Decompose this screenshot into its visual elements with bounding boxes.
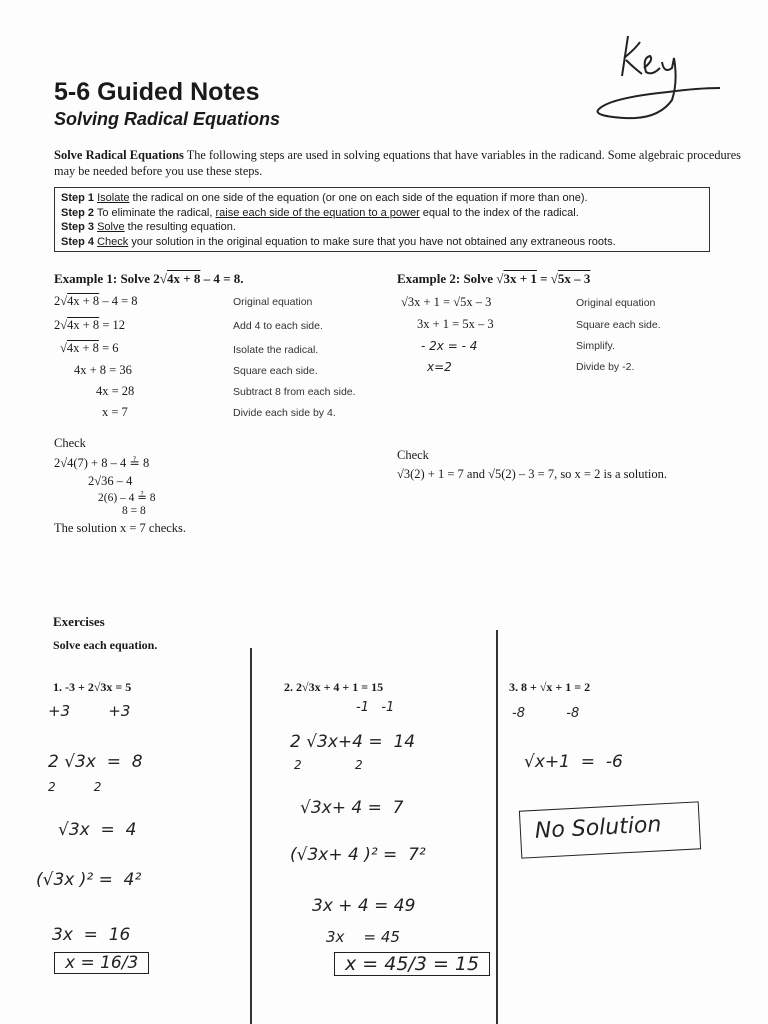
- ex2-check-label: Check: [397, 448, 429, 462]
- intro-paragraph: [54, 147, 744, 179]
- ex1-note-4: Square each side.: [233, 365, 318, 377]
- ex2-note-1: Original equation: [576, 297, 656, 309]
- ex2-note-3: Simplify.: [576, 340, 615, 352]
- page-title: 5-6 Guided Notes: [54, 78, 260, 106]
- p2-work-2: 2 √3x+4 = 14: [290, 732, 416, 752]
- ex2-note-2: Square each side.: [576, 319, 661, 331]
- ex1-row-1: 2√4x + 8 – 4 = 8: [54, 294, 138, 308]
- ex1-row-5: 4x = 28: [96, 384, 135, 398]
- step-1: Step 1 Isolate the radical on one side of the equation (or one on each side of the equation if more than one).: [61, 192, 588, 204]
- step-2: Step 2 To eliminate the radical, raise each side of the equation to a power equal to the index of the radical.: [61, 206, 579, 219]
- ex2-check-text: √3(2) + 1 = 7 and √5(2) – 3 = 7, so x = 2 is a solution.: [397, 467, 668, 481]
- intro-text: The following steps are used in solving equations that have variables in the radicand. Some algebraic procedures may be needed before you use these steps.: [54, 148, 741, 178]
- ex1-check-line-1: 2√4(7) + 8 – 4 ≟ 8: [54, 456, 150, 470]
- exercises-instruction: Solve each equation.: [53, 638, 158, 652]
- p1-work-1: +3 +3: [48, 702, 131, 720]
- exercises-heading: Exercises: [53, 614, 105, 629]
- example1-heading: Example 1: Solve 2√4x + 8 – 4 = 8.: [54, 271, 244, 286]
- p1-work-6: 3x = 16: [52, 925, 131, 945]
- ex1-note-2: Add 4 to each side.: [233, 320, 323, 332]
- ex1-row-3: √4x + 8 = 6: [60, 341, 119, 355]
- ex1-row-4: 4x + 8 = 36: [74, 363, 132, 377]
- ex2-row-4: x=2: [427, 360, 452, 374]
- p2-work-6: 3x + 4 = 49: [312, 896, 416, 916]
- p1-work-5: (√3x )² = 4²: [36, 870, 142, 890]
- ex2-row-3: - 2x = - 4: [421, 339, 478, 353]
- ex1-conclusion: The solution x = 7 checks.: [54, 521, 187, 535]
- p2-work-7: 3x = 45: [326, 928, 400, 946]
- ex1-note-3: Isolate the radical.: [233, 344, 319, 356]
- p3-answer: No Solution: [519, 801, 701, 858]
- ex1-note-1: Original equation: [233, 296, 313, 308]
- column-divider-2: [496, 630, 498, 1024]
- ex1-check-label: Check: [54, 436, 86, 450]
- steps-box: [54, 187, 710, 252]
- ex1-note-6: Divide each side by 4.: [233, 407, 336, 419]
- p3-work-2: √x+1 = -6: [524, 752, 623, 772]
- problem-3: 3. 8 + √x + 1 = 2: [509, 680, 591, 694]
- p3-work-1: -8 -8: [512, 706, 580, 721]
- p2-work-3: 2 2: [294, 758, 363, 772]
- signature-graphic: [588, 28, 738, 128]
- ex1-check-line-2: 2√36 – 4: [88, 474, 133, 488]
- page-subtitle: Solving Radical Equations: [54, 109, 281, 129]
- p2-work-1: -1 -1: [356, 700, 395, 715]
- ex1-row-6: x = 7: [102, 405, 128, 419]
- ex2-note-4: Divide by -2.: [576, 361, 635, 373]
- ex1-check-line-3: 2(6) – 4 ≟ 8: [98, 492, 156, 504]
- key-signature: [588, 28, 738, 128]
- p1-work-2: 2 √3x = 8: [48, 752, 143, 772]
- intro-bold: Solve Radical Equations: [54, 148, 184, 162]
- ex1-check-line-4: 8 = 8: [122, 505, 146, 517]
- example2-heading: Example 2: Solve √3x + 1 = √5x – 3: [397, 271, 591, 286]
- p1-work-3: 2 2: [48, 780, 102, 794]
- problem-1: 1. -3 + 2√3x = 5: [53, 680, 132, 694]
- p1-work-4: √3x = 4: [58, 820, 137, 840]
- ex1-row-2: 2√4x + 8 = 12: [54, 318, 125, 332]
- p2-answer: x = 45/3 = 15: [334, 952, 490, 976]
- problem-2: 2. 2√3x + 4 + 1 = 15: [284, 680, 384, 694]
- step-4: Step 4 Check your solution in the original equation to make sure that you have not obtained any extraneous roots.: [61, 235, 616, 248]
- ex2-row-1: √3x + 1 = √5x – 3: [401, 295, 492, 309]
- step-3: Step 3 Solve the resulting equation.: [61, 221, 236, 234]
- p2-work-4: √3x+ 4 = 7: [300, 798, 404, 818]
- column-divider-1: [250, 648, 252, 1024]
- ex2-row-2: 3x + 1 = 5x – 3: [417, 317, 494, 331]
- p2-work-5: (√3x+ 4 )² = 7²: [290, 845, 426, 865]
- ex1-note-5: Subtract 8 from each side.: [233, 386, 356, 398]
- p1-answer: x = 16/3: [54, 952, 149, 974]
